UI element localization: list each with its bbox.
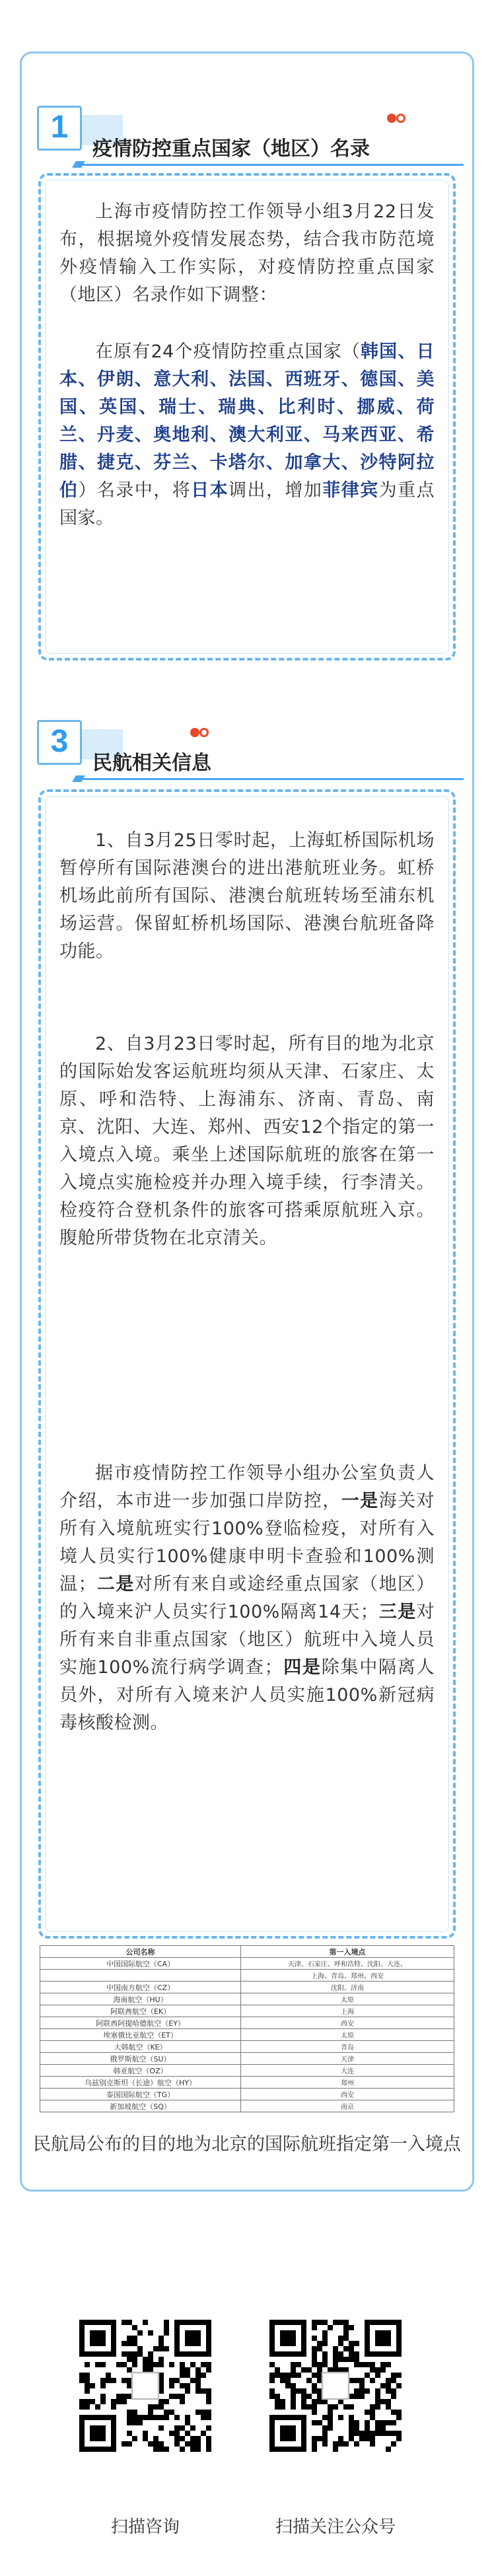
airline-cell	[40, 1970, 241, 1982]
qr-code-consult-icon[interactable]	[79, 2320, 211, 2452]
airline-cell: 大韩航空（KE）	[40, 2041, 241, 2053]
table-row	[40, 2041, 454, 2053]
qr-left-label: 扫描咨询	[110, 2517, 180, 2537]
airline-cell: 泰国国际航空（TG）	[40, 2089, 241, 2100]
section-1-title: 疫情防控重点国家（地区）名录	[92, 137, 370, 161]
section-divider	[81, 778, 464, 780]
entry-point-cell: 西安	[241, 2089, 454, 2100]
airline-cell: 俄罗斯航空（SU）	[40, 2053, 241, 2065]
table-row	[40, 2005, 454, 2017]
section-3-title: 民航相关信息	[92, 752, 211, 775]
table-header: 第一入境点	[241, 1946, 454, 1958]
table-row	[40, 2089, 454, 2100]
airline-cell: 中国国际航空（CA）	[40, 1958, 241, 1970]
country-list: 韩国、日本、伊朗、意大利、法国、西班牙、德国、美国、英国、瑞士、瑞典、比利时、挪威、荷兰、丹麦、奥地利、澳大利亚、马来西亚、希腊、捷克、芬兰、卡塔尔、加拿大、沙特阿拉伯	[59, 341, 435, 501]
airline-cell: 乌兹别克斯坦（长途）航空（HY）	[40, 2077, 241, 2089]
section-1-number: 1	[37, 106, 82, 151]
table-header: 公司名称	[40, 1946, 241, 1958]
added-country: 菲律宾	[322, 480, 379, 501]
section-3-header	[37, 713, 457, 779]
table-row	[40, 2029, 454, 2041]
entry-point-cell: 太原	[241, 1993, 454, 2005]
entry-point-cell: 上海	[241, 2005, 454, 2017]
qr-code-follow-icon[interactable]	[269, 2320, 402, 2452]
table-row	[40, 2053, 454, 2065]
airline-cell: 埃塞俄比亚航空（ET）	[40, 2029, 241, 2041]
section-3-paragraph-1: 1、自3月25日零时起，上海虹桥国际机场暂停所有国际港澳台的进出港航班业务。虹桥机场此前所有国际、港澳台航班转场至浦东机场运营。保留虹桥机场国际、港澳台航班备降功能。	[59, 830, 435, 962]
entry-point-cell: 大连	[241, 2065, 454, 2077]
table-row	[40, 1970, 454, 1982]
entry-point-cell: 太原	[241, 2029, 454, 2041]
airline-cell: 海南航空（HU）	[40, 1993, 241, 2005]
section-1-header	[37, 99, 457, 165]
decorative-dots-icon	[190, 728, 217, 741]
section-1-paragraph-1: 上海市疫情防控工作领导小组3月22日发布，根据境外疫情发展态势，结合我市防范境外疫情输入工作实际，对疫情防控重点国家（地区）名录作如下调整：	[59, 201, 435, 305]
entry-point-cell: 南京	[241, 2100, 454, 2112]
section-1-paragraph-2: 在原有24个疫情防控重点国家（韩国、日本、伊朗、意大利、法国、西班牙、德国、美国、英国、瑞士、瑞典、比利时、挪威、荷兰、丹麦、奥地利、澳大利亚、马来西亚、希腊、捷克、芬兰、卡塔尔、加拿大、沙特阿拉伯）名录中，将日本调出，增加菲律宾为重点国家。	[59, 341, 435, 528]
airline-cell: 阿联酋航空（EK）	[40, 2005, 241, 2017]
section-3-paragraph-3: 据市疫情防控工作领导小组办公室负责人介绍，本市进一步加强口岸防控，一是海关对所有入境航班实行100%登临检疫，对所有入境人员实行100%健康申明卡查验和100%测温；二是对所有来自或途经重点国家（地区）的入境来沪人员实行100%隔离14天；三是对所有来自非重点国家（地区）航班中入境人员实施100%流行病学调查；四是除集中隔离人员外，对所有入境来沪人员实施100%新冠病毒核酸检测。	[59, 1463, 435, 1733]
entry-point-cell: 西安	[241, 2017, 454, 2029]
table-row	[40, 2077, 454, 2089]
entry-point-cell: 天津	[241, 2053, 454, 2065]
airline-cell: 韩亚航空（OZ）	[40, 2065, 241, 2077]
table-row	[40, 1982, 454, 1993]
entry-point-cell: 上海、青岛、郑州、西安	[241, 1970, 454, 1982]
removed-country: 日本	[191, 480, 229, 501]
entry-point-cell: 郑州	[241, 2077, 454, 2089]
table-row	[40, 2017, 454, 2029]
airline-cell: 中国南方航空（CZ）	[40, 1982, 241, 1993]
table-row	[40, 2065, 454, 2077]
section-divider	[81, 164, 464, 166]
qr-right-label: 扫描关注公众号	[275, 2517, 396, 2537]
entry-point-cell: 天津、石家庄、呼和浩特、沈阳、大连、	[241, 1958, 454, 1970]
entry-point-cell: 沈阳、济南	[241, 1982, 454, 1993]
table-row	[40, 1993, 454, 2005]
section-3-paragraph-2: 2、自3月23日零时起，所有目的地为北京的国际始发客运航班均须从天津、石家庄、太原、呼和浩特、上海浦东、济南、青岛、南京、沈阳、大连、郑州、西安12个指定的第一入境点入境。乘坐上述国际航班的旅客在第一入境点实施检疫并办理入境手续，行李清关。检疫符合登机条件的旅客可搭乘原航班入京。腹舱所带货物在北京清关。	[59, 1034, 435, 1248]
entry-point-cell: 青岛	[241, 2041, 454, 2053]
decorative-dots-icon	[387, 114, 413, 127]
entry-point-table	[40, 1945, 454, 2112]
section-3-number: 3	[37, 720, 82, 765]
airline-cell: 阿联酋阿提哈德航空（EY）	[40, 2017, 241, 2029]
table-row	[40, 2100, 454, 2112]
table-row	[40, 1958, 454, 1970]
airline-cell: 新加坡航空（SQ）	[40, 2100, 241, 2112]
table-caption: 民航局公布的目的地为北京的国际航班指定第一入境点	[33, 2134, 461, 2155]
